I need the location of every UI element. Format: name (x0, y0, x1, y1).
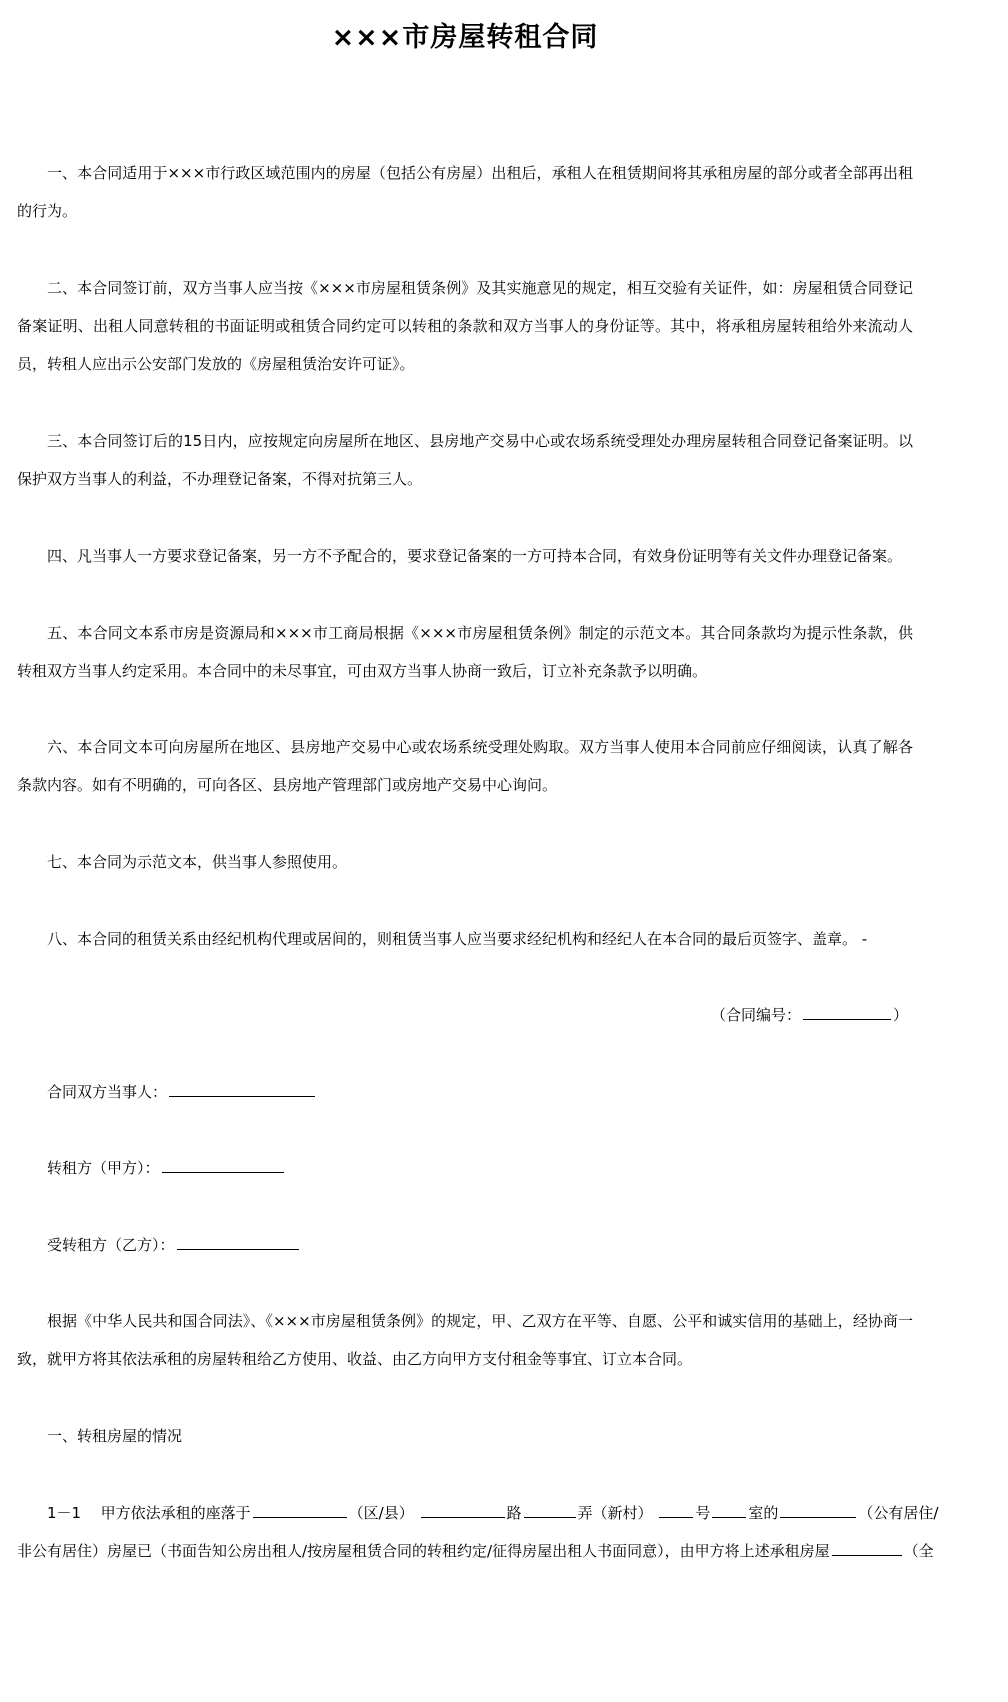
item-1-1-text-9: （全 (903, 1542, 934, 1560)
item-1-1-text-2: （区/县） (348, 1504, 414, 1522)
contract-number-label: （合同编号： (710, 1006, 801, 1024)
clause-1: 一、本合同适用于×××市行政区域范围内的房屋（包括公有房屋）出租后，承租人在租赁期间将其承租房屋的部分或者全部再出租的行为。 (17, 164, 913, 220)
item-1-1-number: 1－1 (47, 1504, 82, 1522)
item-1-1-line-1 (47, 1494, 938, 1532)
parties-field[interactable] (169, 1078, 315, 1097)
item-1-1-text-7: （公有居住/ (858, 1504, 939, 1522)
clause-8: 八、本合同的租赁关系由经纪机构代理或居间的，则租赁当事人应当要求经纪机构和经纪人在本合同的最后页签字、盖章。 - (47, 930, 868, 948)
parties-line (47, 1073, 317, 1111)
area-field[interactable] (780, 1499, 856, 1518)
house-part-field[interactable] (832, 1537, 902, 1556)
document-title: ×××市房屋转租合同 (331, 22, 599, 53)
party-a-line (47, 1149, 286, 1187)
item-1-1-text-6: 室的 (748, 1504, 779, 1522)
clause-6: 六、本合同文本可向房屋所在地区、县房地产交易中心或农场系统受理处购取。双方当事人使用本合同前应仔细阅读，认真了解各条款内容。如有不明确的，可向各区、县房地产管理部门或房地产交易中心询问。 (17, 738, 913, 794)
clause-4: 四、凡当事人一方要求登记备案，另一方不予配合的，要求登记备案的一方可持本合同，有效身份证明等有关文件办理登记备案。 (47, 547, 903, 565)
clause-7: 七、本合同为示范文本，供当事人参照使用。 (47, 853, 348, 871)
preamble: 根据《中华人民共和国合同法》、《×××市房屋租赁条例》的规定，甲、乙双方在平等、自愿、公平和诚实信用的基础上，经协商一致，就甲方将其依法承租的房屋转租给乙方使用、收益、由乙方向甲方支付租金等事宜、订立本合同。 (17, 1312, 913, 1368)
item-1-1-line-2 (17, 1532, 934, 1570)
party-b-field[interactable] (177, 1231, 299, 1250)
contract-number-line (711, 996, 908, 1034)
number-field[interactable] (659, 1499, 693, 1518)
item-1-1-text-3: 路 (506, 1504, 522, 1522)
section-1-heading: 一、转租房屋的情况 (47, 1427, 183, 1445)
item-1-1-text-8: 非公有居住）房屋已（书面告知公房出租人/按房屋租赁合同的转租约定/征得房屋出租人书面同意），由甲方将上述承租房屋 (17, 1542, 830, 1560)
party-b-label: 受转租方（乙方）： (47, 1236, 175, 1254)
road-field[interactable] (421, 1499, 505, 1518)
party-a-field[interactable] (162, 1154, 284, 1173)
clause-5: 五、本合同文本系市房是资源局和×××市工商局根据《×××市房屋租赁条例》制定的示范文本。其合同条款均为提示性条款，供转租双方当事人约定采用。本合同中的未尽事宜，可由双方当事人协商一致后，订立补充条款予以明确。 (17, 624, 913, 680)
item-1-1-text-5: 号 (695, 1504, 711, 1522)
contract-number-field[interactable] (803, 1001, 891, 1020)
clause-3: 三、本合同签订后的15日内，应按规定向房屋所在地区、县房地产交易中心或农场系统受理处办理房屋转租合同登记备案证明。以保护双方当事人的利益，不办理登记备案，不得对抗第三人。 (17, 432, 913, 488)
item-1-1-text-1: 甲方依法承租的座落于 (100, 1504, 251, 1522)
party-a-label: 转租方（甲方）： (47, 1159, 160, 1177)
contract-number-close: ） (892, 1006, 908, 1024)
item-1-1-text-4: 弄（新村） (577, 1504, 653, 1522)
lane-field[interactable] (524, 1499, 576, 1518)
clause-2: 二、本合同签订前，双方当事人应当按《×××市房屋租赁条例》及其实施意见的规定，相互交验有关证件，如：房屋租赁合同登记备案证明、出租人同意转租的书面证明或租赁合同约定可以转租的条款和双方当事人的身份证等。其中，将承租房屋转租给外来流动人员，转租人应出示公安部门发放的《房屋租赁治安许可证》。 (17, 279, 913, 373)
parties-label: 合同双方当事人： (47, 1083, 168, 1101)
room-field[interactable] (712, 1499, 746, 1518)
party-b-line (47, 1226, 301, 1264)
location-field[interactable] (253, 1499, 347, 1518)
